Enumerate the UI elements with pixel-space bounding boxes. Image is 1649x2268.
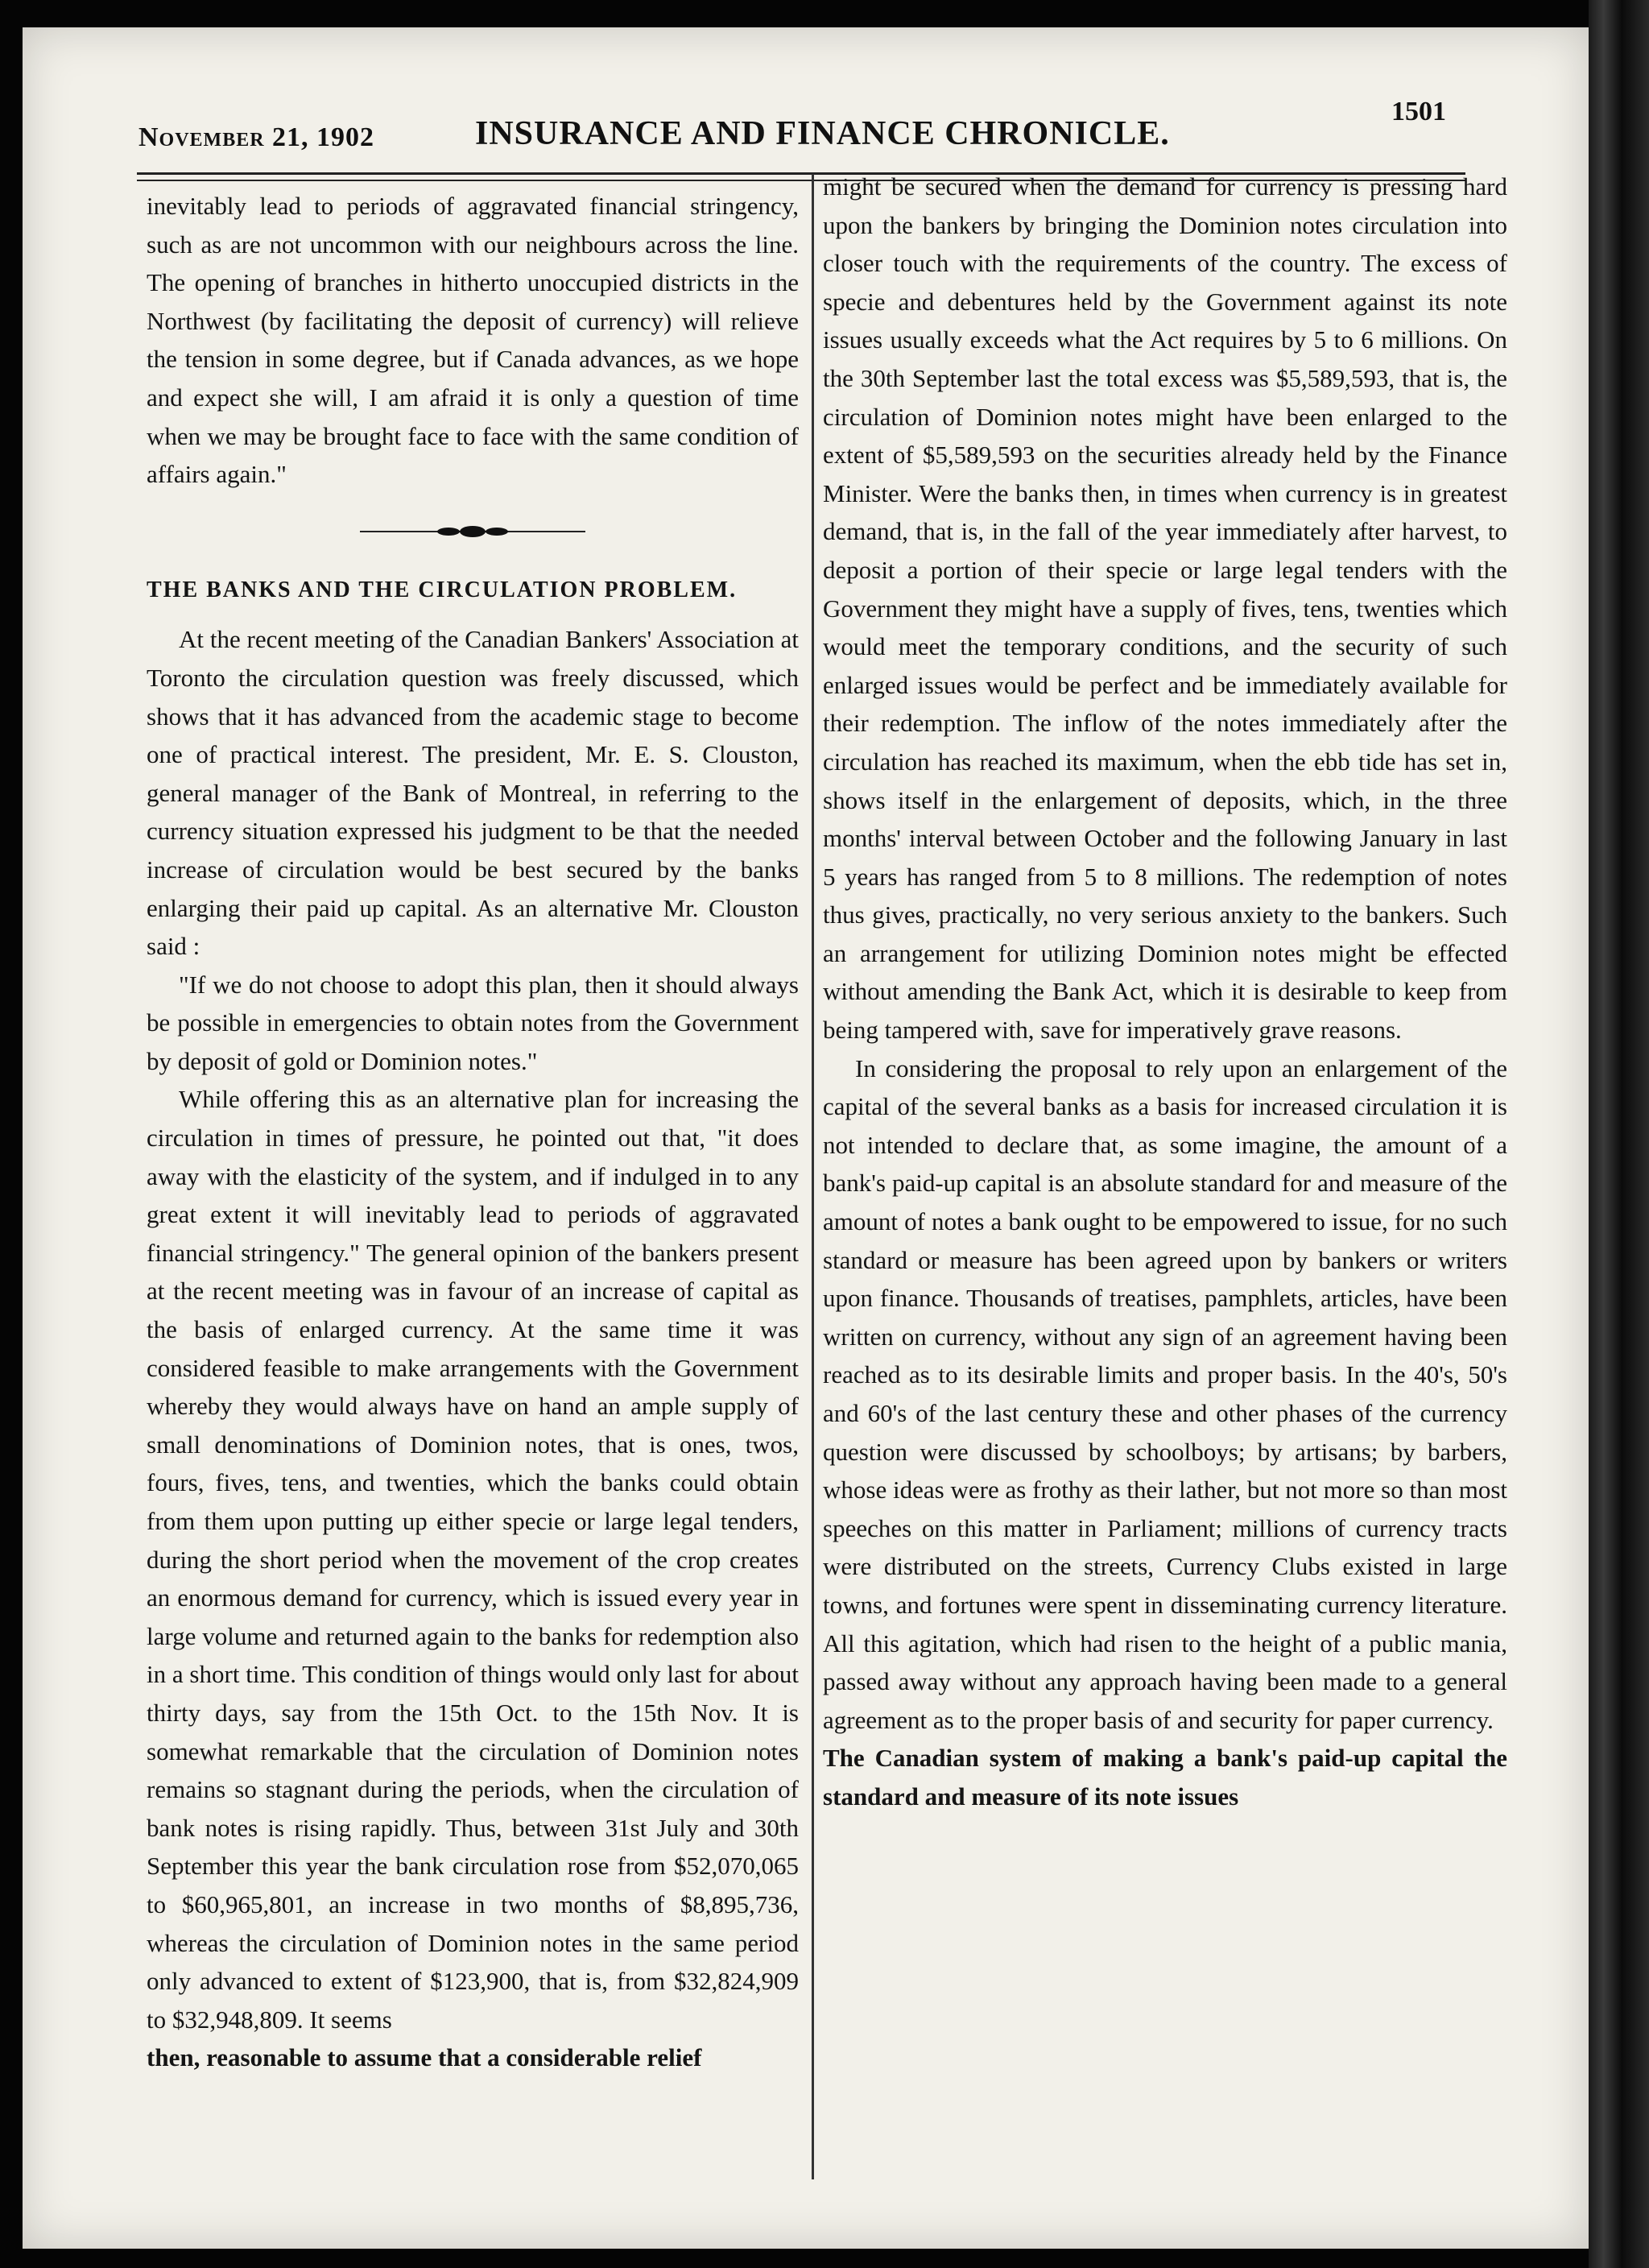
paragraph-end: The Canadian system of making a bank's paid-up capital the standard and measure of its note issues: [823, 1744, 1507, 1811]
right-column: [823, 168, 1507, 1816]
ornament-divider-icon: [360, 524, 585, 540]
column-divider: [812, 174, 814, 2179]
quote-continuation: inevitably lead to periods of aggravated financial stringency, such as are not uncommon with our neighbours across the line. The opening of branches in hitherto unoccupied districts in the Northwest (by facilitating the deposit of currency) will relieve the tension in some degree, but if Canada advances, as we hope and expect she will, I am afraid it is only a question of time when we may be brought face to face with the same condition of affairs again.": [147, 192, 799, 489]
paragraph-end: then, reasonable to assume that a considerable relief: [147, 2043, 702, 2072]
page-number: 1501: [1391, 97, 1446, 126]
paragraph: At the recent meeting of the Canadian Bankers' Association at Toronto the circulation question was freely discussed, which shows that it has advanced from the academic stage to become one of practical interest. The president, Mr. E. S. Clouston, general manager of the Bank of Montreal, in referring to the currency situation expressed his judgment to be that the needed increase of circulation would be best secured by the banks enlarging their paid up capital. As an alternative Mr. Clouston said :: [147, 625, 799, 961]
clouston-quote: "If we do not choose to adopt this plan, then it should always be possible in emergencies to obtain notes from the Government by deposit of gold or Dominion notes.": [147, 970, 799, 1075]
scan-edge: [1589, 0, 1649, 2268]
section-ornament: [147, 511, 799, 552]
publication-title: INSURANCE AND FINANCE CHRONICLE.: [475, 115, 1170, 152]
issue-date: November 21, 1902: [138, 122, 375, 152]
left-column: [147, 187, 799, 2077]
page-header: [113, 97, 1465, 169]
section-title: THE BANKS AND THE CIRCULATION PROBLEM.: [147, 577, 738, 602]
paragraph: While offering this as an alternative plan for increasing the circulation in times of pressure, he pointed out that, "it does away with the elasticity of the system, and if indulged in to any great extent it will inevitably lead to periods of aggravated financial stringency." The general opinion of the bankers present at the recent meeting was in favour of an increase of capital as the basis of enlarged currency. At the same time it was considered feasible to make arrangements with the Government whereby they would always have on hand an ample supply of small denominations of Dominion notes, that is ones, twos, fours, fives, tens, and twenties, which the banks could obtain from them upon putting up either specie or large legal tenders, during the short period when the movement of the crop creates an enormous demand for currency, which is issued every year in large volume and returned again to the banks for redemption also in a short time. This condition of things would only last for about thirty days, say from the 15th Oct. to the 15th Nov. It is somewhat remarkable that the circulation of Dominion notes remains so stagnant during the periods, when the circulation of bank notes is rising rapidly. Thus, between 31st July and 30th September this year the bank circulation rose from $52,070,065 to $60,965,801, an increase in two months of $8,895,736, whereas the circulation of Dominion notes in the same period only advanced to extent of $123,900, that is, from $32,824,909 to $32,948,809. It seems: [147, 1085, 799, 2034]
paragraph: In considering the proposal to rely upon an enlargement of the capital of the several banks as a basis for increased circulation it is not intended to declare that, as some imagine, the amount of a bank's paid-up capital is an absolute standard for and measure of the amount of notes a bank ought to be empowered to issue, for no such standard or measure has been agreed upon by bankers or writers upon finance. Thousands of treatises, pamphlets, articles, have been written on currency, without any sign of an agreement having been reached as to its desirable limits and proper basis. In the 40's, 50's and 60's of the last century these and other phases of the currency question were discussed by schoolboys; by artisans; by barbers, whose ideas were as frothy as their lather, but not more so than most speeches on this matter in Parliament; millions of currency tracts were distributed on the streets, Currency Clubs existed in large towns, and fortunes were spent in disseminating currency literature. All this agitation, which had risen to the height of a public mania, passed away without any approach having been made to a general agreement as to the proper basis of and security for paper currency.: [823, 1053, 1507, 1734]
paragraph: might be secured when the demand for currency is pressing hard upon the bankers by bringing the Dominion notes circulation into closer touch with the requirements of the country. The excess of specie and debentures held by the Government against its note issues usually exceeds what the Act requires by 5 to 6 millions. On the 30th September last the total excess was $5,589,593, that is, the circulation of Dominion notes might have been enlarged to the extent of $5,589,593 on the securities already held by the Finance Minister. Were the banks then, in times when currency is in greatest demand, that is, in the fall of the year immediately after harvest, to deposit a portion of their specie or large legal tenders with the Government they might have a supply of fives, tens, twenties which would meet the temporary conditions, and the security of such enlarged issues would be perfect and be immediately available for their redemption. The inflow of the notes immediately after the circulation has reached its maximum, when the ebb tide has set in, shows itself in the enlargement of deposits, which, in the three months' interval between October and the following January in last 5 years has ranged from 5 to 8 millions. The redemption of notes thus gives, practically, no very serious anxiety to the bankers. Such an arrangement for utilizing Dominion notes might be effected without amending the Bank Act, which it is desirable to keep from being tampered with, save for imperatively grave reasons.: [823, 172, 1507, 1045]
